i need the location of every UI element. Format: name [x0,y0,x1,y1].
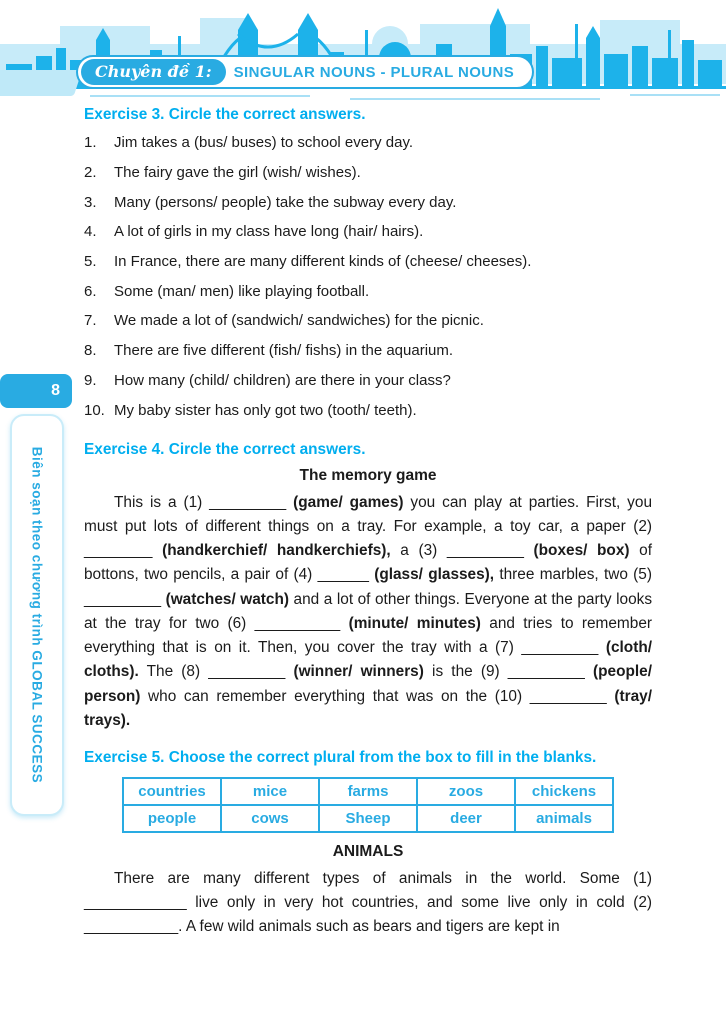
item-number: 10. [84,401,105,419]
exercise5-paragraph: There are many different types of animals in the world. Some (1) ____________ live only in very hot countries, and some live only in cold (2) ___________. A few wild animals such as bears and tigers are kept in [84,869,652,936]
side-tab-text: Biên soạn theo chương trình GLOBAL SUCCESS [29,446,45,784]
list-item [84,158,652,188]
table-row [123,778,613,805]
city-skyline-illustration [0,0,726,108]
exercise4-title: Exercise 4. Circle the correct answers. [84,440,366,458]
item-text: We made a lot of (sandwich/ sandwiches) for the picnic. [114,312,484,330]
list-item [84,276,652,306]
table-cell: mice [221,778,319,805]
table-cell: countries [123,778,221,805]
page-number-badge [0,374,72,408]
animals-heading: ANIMALS [332,842,404,860]
item-text: The fairy gave the girl (wish/ wishes). [114,164,361,182]
exercise5-title: Exercise 5. Choose the correct plural from the box to fill in the blanks. [84,748,597,766]
table-cell: zoos [417,778,515,805]
item-text: In France, there are many different kinds of (cheese/ cheeses). [114,253,532,271]
list-item [84,217,652,247]
word-box-table [122,777,614,833]
item-text: How many (child/ children) are there in your class? [114,371,451,389]
table-cell: farms [319,778,417,805]
list-item [84,366,652,396]
table-cell: people [123,805,221,832]
memory-game-heading: The memory game [299,466,437,484]
item-number: 1. [84,134,97,152]
item-text: There are five different (fish/ fishs) in the aquarium. [114,342,454,360]
item-number: 7. [84,312,97,330]
table-cell: Sheep [319,805,417,832]
decorative-slant-shape [0,70,82,96]
item-number: 9. [84,371,97,389]
topic-banner [76,55,534,89]
item-number: 3. [84,193,97,211]
item-number: 6. [84,282,97,300]
table-cell: deer [417,805,515,832]
exercise3-list [84,128,652,425]
item-number: 8. [84,342,97,360]
list-item [84,395,652,425]
table-cell: chickens [515,778,613,805]
table-cell: animals [515,805,613,832]
page-content [84,106,652,940]
topic-title: SINGULAR NOUNS - PLURAL NOUNS [233,63,515,81]
item-text: Some (man/ men) like playing football. [114,282,370,300]
list-item [84,187,652,217]
item-text: A lot of girls in my class have long (hair/ hairs). [114,223,424,241]
item-text: Many (persons/ people) take the subway every day. [114,193,457,211]
page-number: 8 [51,382,60,399]
list-item [84,306,652,336]
side-tab [10,414,64,816]
item-text: Jim takes a (bus/ buses) to school every day. [114,134,414,152]
list-item [84,336,652,366]
item-number: 4. [84,223,97,241]
item-text: My baby sister has only got two (tooth/ teeth). [114,401,417,419]
exercise4-paragraph: This is a (1) _________ (game/ games) you can play at parties. First, you must put lots of different things on a tray. For example, a toy car, a paper (2) ________ (handkerchief/ handkerchiefs), a (3) _________ (boxes/ box) of bottons, two pencils, a pair of (4) ______ (glass/ glasses), three marbles, two (5) _________ (watches/ watch) and a lot of other things. Everyone at the party looks at the tray for two (6) __________ (minute/ minutes) and tries to remember everything that is on it. Then, you cover the tray with a (7) _________ (cloth/ cloths). The (8) _________ (winner/ winners) is the (9) _________ (people/ person) who can remember everything that was on the (10) _________ (tray/ trays). [84,493,653,729]
table-row [123,805,613,832]
topic-badge: Chuyên đề 1: [81,59,226,85]
item-number: 2. [84,164,97,182]
exercise3-title: Exercise 3. Circle the correct answers. [84,106,366,123]
list-item [84,247,652,277]
item-number: 5. [84,253,97,271]
table-cell: cows [221,805,319,832]
list-item [84,128,652,158]
